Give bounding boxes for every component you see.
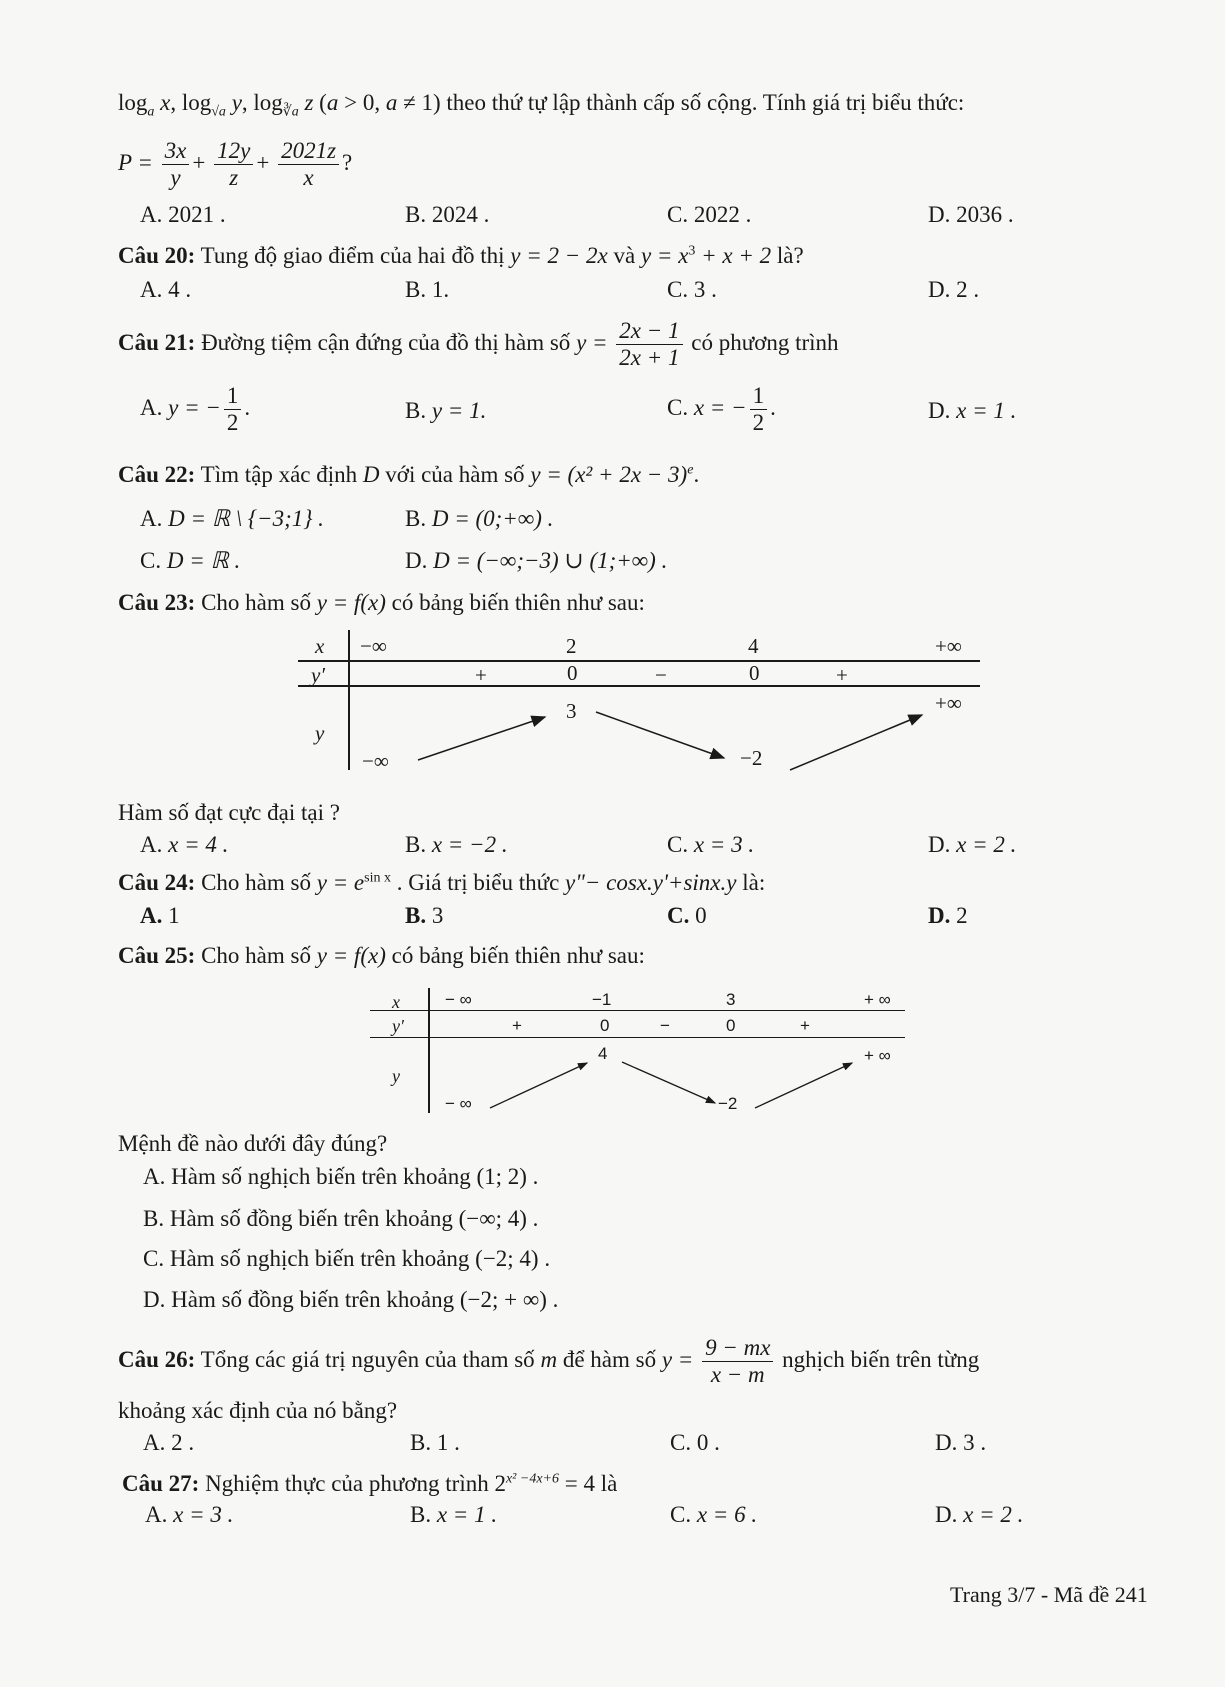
q22-answer-b: B. D = (0;+∞) .: [405, 506, 554, 531]
q21-stem: Câu 21: Đường tiệm cận đứng của đồ thị hàm số y = $\frac{2x - 1}{2x + 1}$ có phương trình: [118, 318, 839, 371]
q23-answer-d: D. x = 2 .: [928, 832, 1017, 857]
q27-answer-a: A. x = 3 .: [145, 1502, 234, 1527]
q21-answer-c: C. x = − $\frac{1}{2}$ .: [667, 383, 776, 436]
q24-answer-b: B. 3: [405, 903, 444, 928]
q23-y-label: y: [315, 721, 325, 745]
q22-stem: Câu 22: Tìm tập xác định D với của hàm số $y = (x^2 + 2x - 3)^e$.: [118, 462, 700, 487]
q21-answer-d: D. x = 1 .: [928, 398, 1017, 423]
q23-sign1: 0: [567, 661, 578, 685]
q25-sign4: +: [800, 1016, 810, 1035]
q23-x-label: x: [315, 634, 325, 658]
q23-sign2: −: [655, 663, 667, 687]
q21-answer-a: A. y = − $\frac{1}{2}$ .: [140, 383, 251, 436]
q20-stem: Câu 20: Tung độ giao điểm của hai đồ thị y = 2 − 2x và $y = x^3 + x + 2$ là?: [118, 243, 804, 268]
q20-answer-d: D. 2 .: [928, 277, 980, 302]
q22-answer-d: D. D = (−∞;−3) ∪ (1;+∞) .: [405, 548, 668, 573]
q23-x0: −∞: [360, 634, 387, 658]
q23-y0: −∞: [362, 749, 389, 773]
q19-answer-d: D. 2036 .: [928, 202, 1014, 227]
q25-arrow-up-2: [755, 1063, 852, 1108]
q25-y-label: y: [392, 1066, 400, 1086]
q25-arrow-down: [622, 1062, 715, 1103]
q25-y0: − ∞: [445, 1094, 472, 1113]
q25-answer-c: C. Hàm số nghịch biến trên khoảng (−2; 4) .: [143, 1246, 551, 1271]
q27-answer-d: D. x = 2 .: [935, 1502, 1024, 1527]
q25-answer-d: D. Hàm số đồng biến trên khoảng (−2; + ∞) .: [143, 1287, 559, 1312]
q23-x3: +∞: [935, 634, 962, 658]
q23-x1: 2: [566, 634, 577, 658]
q23-sign0: +: [475, 663, 487, 687]
q23-answer-b: B. x = −2 .: [405, 832, 508, 857]
q25-x-label: x: [392, 992, 400, 1012]
q25-stem: Câu 25: Cho hàm số y = f(x) có bảng biến thiên như sau:: [118, 943, 645, 968]
q20-answer-c: C. 3 .: [667, 277, 717, 302]
q23-y1: 3: [566, 699, 577, 723]
q25-sign1: 0: [600, 1016, 610, 1035]
q23-answer-a: A. x = 4 .: [140, 832, 229, 857]
q26-answer-b: B. 1 .: [410, 1430, 460, 1455]
q21-answer-b: B. y = 1.: [405, 398, 487, 423]
q24-stem: Câu 24: Cho hàm số $y = e^{sin x}$ . Giá trị biểu thức y"− cosx.y'+sinx.y là:: [118, 870, 766, 895]
q25-x2: 3: [726, 990, 736, 1009]
q25-answer-a: A. Hàm số nghịch biến trên khoảng (1; 2) .: [143, 1164, 539, 1189]
q27-stem: Câu 27: Nghiệm thực của phương trình $2^{x^2 -4x+6} = 4$ là: [122, 1471, 618, 1496]
q19-p-expression: P = $\frac{3x}{y}$ + $\frac{12y}{z}$ + $\frac{2021z}{x}$ ?: [118, 138, 353, 191]
q22-answer-a: A. D = ℝ \ {−3;1} .: [140, 506, 324, 531]
q23-stem: Câu 23: Cho hàm số y = f(x) có bảng biến thiên như sau:: [118, 590, 645, 615]
q25-y2: −2: [718, 1094, 738, 1113]
q25-x3: + ∞: [864, 990, 891, 1009]
q26-answer-d: D. 3 .: [935, 1430, 987, 1455]
q25-sign2: −: [660, 1016, 670, 1035]
q19-condition-line: $\log_a x$, $\log_{√a} y$, $\log_{∛a} z$ (a > 0, a ≠ 1) theo thứ tự lập thành cấp số cộng. Tính giá trị biểu thức:: [118, 90, 965, 120]
q26-answer-a: A. 2 .: [143, 1430, 195, 1455]
q26-stem: Câu 26: Tổng các giá trị nguyên của tham số m để hàm số y = $\frac{9 - mx}{x - m}$ nghịch biến trên từng: [118, 1335, 980, 1388]
q19-answer-b: B. 2024 .: [405, 202, 490, 227]
q22-answer-c: C. D = ℝ .: [140, 548, 241, 573]
q24-answer-c: C. 0: [667, 903, 707, 928]
q27-answer-b: B. x = 1 .: [410, 1502, 498, 1527]
q23-yp-label: y′: [311, 663, 325, 687]
q25-y1: 4: [598, 1044, 608, 1063]
page-footer: Trang 3/7 - Mã đề 241: [950, 1582, 1148, 1607]
q23-question: Hàm số đạt cực đại tại ?: [118, 800, 340, 825]
q23-sign4: +: [836, 663, 848, 687]
q25-question: Mệnh đề nào dưới đây đúng?: [118, 1131, 388, 1156]
q27-answer-c: C. x = 6 .: [670, 1502, 758, 1527]
q20-answer-a: A. 4 .: [140, 277, 192, 302]
q23-answer-c: C. x = 3 .: [667, 832, 755, 857]
q19-answer-a: A. 2021 .: [140, 202, 226, 227]
q25-arrow-up-1: [490, 1063, 587, 1108]
q19-answer-c: C. 2022 .: [667, 202, 752, 227]
q25-answer-b: B. Hàm số đồng biến trên khoảng (−∞; 4) .: [143, 1206, 539, 1231]
q26-answer-c: C. 0 .: [670, 1430, 720, 1455]
q25-x1: −1: [592, 990, 612, 1009]
q25-y3: + ∞: [864, 1046, 891, 1065]
q26-stem-line2: khoảng xác định của nó bằng?: [118, 1398, 398, 1423]
q23-y2: −2: [740, 746, 763, 770]
q24-answer-d: D. 2: [928, 903, 968, 928]
q23-sign3: 0: [749, 661, 760, 685]
q25-x0: − ∞: [445, 990, 472, 1009]
q24-answer-a: A. 1: [140, 903, 180, 928]
q23-y3: +∞: [935, 691, 962, 715]
q25-sign0: +: [512, 1016, 522, 1035]
q23-x2: 4: [748, 634, 759, 658]
q25-yp-label: y′: [392, 1016, 404, 1036]
q25-sign3: 0: [726, 1016, 736, 1035]
q20-answer-b: B. 1.: [405, 277, 450, 302]
